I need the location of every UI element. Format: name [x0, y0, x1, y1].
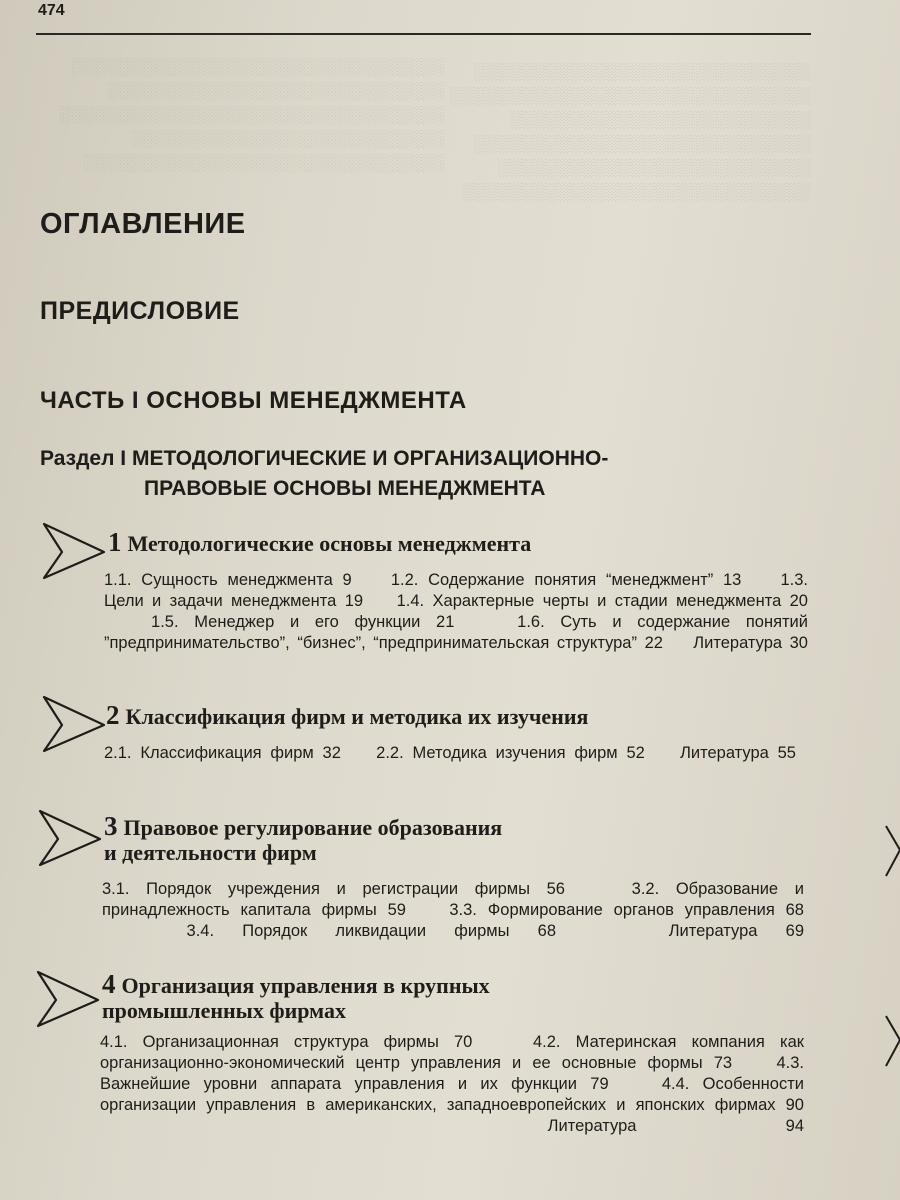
show-through-right: ░░░░░░░░░░░░░░░░░░░░░░░░░░░░ ░░░░░░░░░░░░░░░░░░░░░░░░░░░░░░ ░░░░░░░░░░░░░░░░░░░░░░░░░ ░░░░░░░░░░░░░░░░░░░░░░░░░░░░ ░░░░░░░░░░░░░░░░░░░░░░░░░░ ░░░░░░░░░░░░░░░░░░░░░░░░░░░░░: [450, 62, 812, 201]
toc-entry: 1.6. Суть и содержание понятий ”предпринимательство”, “бизнес”, “предпринимательская структура” 22: [104, 613, 808, 652]
toc-entry: 3.1. Порядок учреждения и регистрации фирмы 56: [102, 880, 565, 898]
toc-entry: 1.4. Характерные черты и стадии менеджмента 20: [396, 592, 808, 610]
chapter-title-line-1: Правовое регулирование образования: [123, 815, 503, 840]
chevron-arrow-icon: [36, 807, 106, 867]
toc-entry: 4.2. Материнская компания как организационно-экономический центр управления и ее основные формы 73: [100, 1033, 804, 1072]
adjacent-page-chevron-icon: [884, 820, 900, 880]
chapter-title-line-2: и деятельности фирм: [104, 840, 317, 865]
chapter-number: 1: [108, 527, 122, 557]
toc-entry: 1.2. Содержание понятия “менеджмент” 13: [390, 571, 742, 589]
section-heading: [40, 444, 608, 504]
header-rule: [36, 33, 811, 35]
toc-entry: 3.4. Порядок ликвидации фирмы 68: [186, 922, 556, 940]
chapter-number: 3: [104, 811, 118, 841]
chapter-contents: [104, 570, 808, 654]
chapter-contents: [102, 879, 804, 942]
toc-entry: Литература 30: [693, 634, 808, 652]
chapter-contents: [100, 1032, 804, 1137]
chapter-contents: [104, 743, 796, 764]
toc-entry: 4.3. Важнейшие уровни аппарата управления и их функции 79: [100, 1054, 804, 1093]
show-through-left: ░░░░░░░░░░░░░░░░░░░░░░░░░░░░░░░ ░░░░░░░░░░░░░░░░░░░░░░░░░░░░ ░░░░░░░░░░░░░░░░░░░░░░░░░░░░░░░░ ░░░░░░░░░░░░░░░░░░░░░░░░░░ ░░░░░░░░░░░░░░░░░░░░░░░░░░░░░░: [60, 57, 446, 172]
toc-entry: 1.1. Сущность менеджмента 9: [104, 571, 352, 589]
chapter-title-line-2: промышленных фирмах: [102, 998, 346, 1023]
chapter-title: [104, 811, 503, 865]
toc-entry: 1.3. Цели и задачи менеджмента 19: [104, 571, 808, 610]
chapter-title: [108, 527, 532, 557]
toc-entry: 3.3. Формирование органов управления 68: [449, 901, 804, 919]
toc-entry: Литература 55: [680, 744, 796, 762]
toc-entry: 2.1. Классификация фирм 32: [104, 744, 341, 762]
toc-entry: Литература 94: [547, 1117, 804, 1135]
part-heading: ЧАСТЬ I ОСНОВЫ МЕНЕДЖМЕНТА: [40, 387, 467, 414]
chapter-number: 2: [106, 700, 120, 730]
chapter-number: 4: [102, 969, 116, 999]
section-heading-line-1: Раздел I МЕТОДОЛОГИЧЕСКИЕ И ОРГАНИЗАЦИОННО-: [40, 447, 609, 470]
toc-entry: 4.1. Организационная структура фирмы 70: [100, 1033, 473, 1051]
preface-heading: ПРЕДИСЛОВИЕ: [40, 297, 240, 325]
chevron-arrow-icon: [40, 520, 110, 580]
toc-entry: 4.4. Особенности организации управления в американских, западноевропейских и японских фирмах 90: [100, 1075, 804, 1114]
section-heading-line-2: ПРАВОВЫЕ ОСНОВЫ МЕНЕДЖМЕНТА: [144, 477, 546, 500]
adjacent-page-chevron-icon: [884, 1010, 900, 1070]
chevron-arrow-icon: [40, 693, 110, 753]
toc-heading: ОГЛАВЛЕНИЕ: [40, 208, 246, 240]
chapter-title: [106, 700, 589, 730]
chapter-title-line-1: Организация управления в крупных: [121, 973, 490, 998]
toc-entry: 1.5. Менеджер и его функции 21: [151, 613, 455, 631]
chevron-arrow-icon: [34, 968, 104, 1028]
toc-entry: 3.2. Образование и принадлежность капитала фирмы 59: [102, 880, 804, 919]
toc-entry: 2.2. Методика изучения фирм 52: [376, 744, 645, 762]
chapter-title: [102, 969, 490, 1023]
chapter-title-text: Методологические основы менеджмента: [127, 531, 532, 556]
page-number: 474: [38, 2, 65, 19]
chapter-title-text: Классификация фирм и методика их изучения: [125, 704, 589, 729]
toc-entry: Литература 69: [668, 922, 804, 940]
